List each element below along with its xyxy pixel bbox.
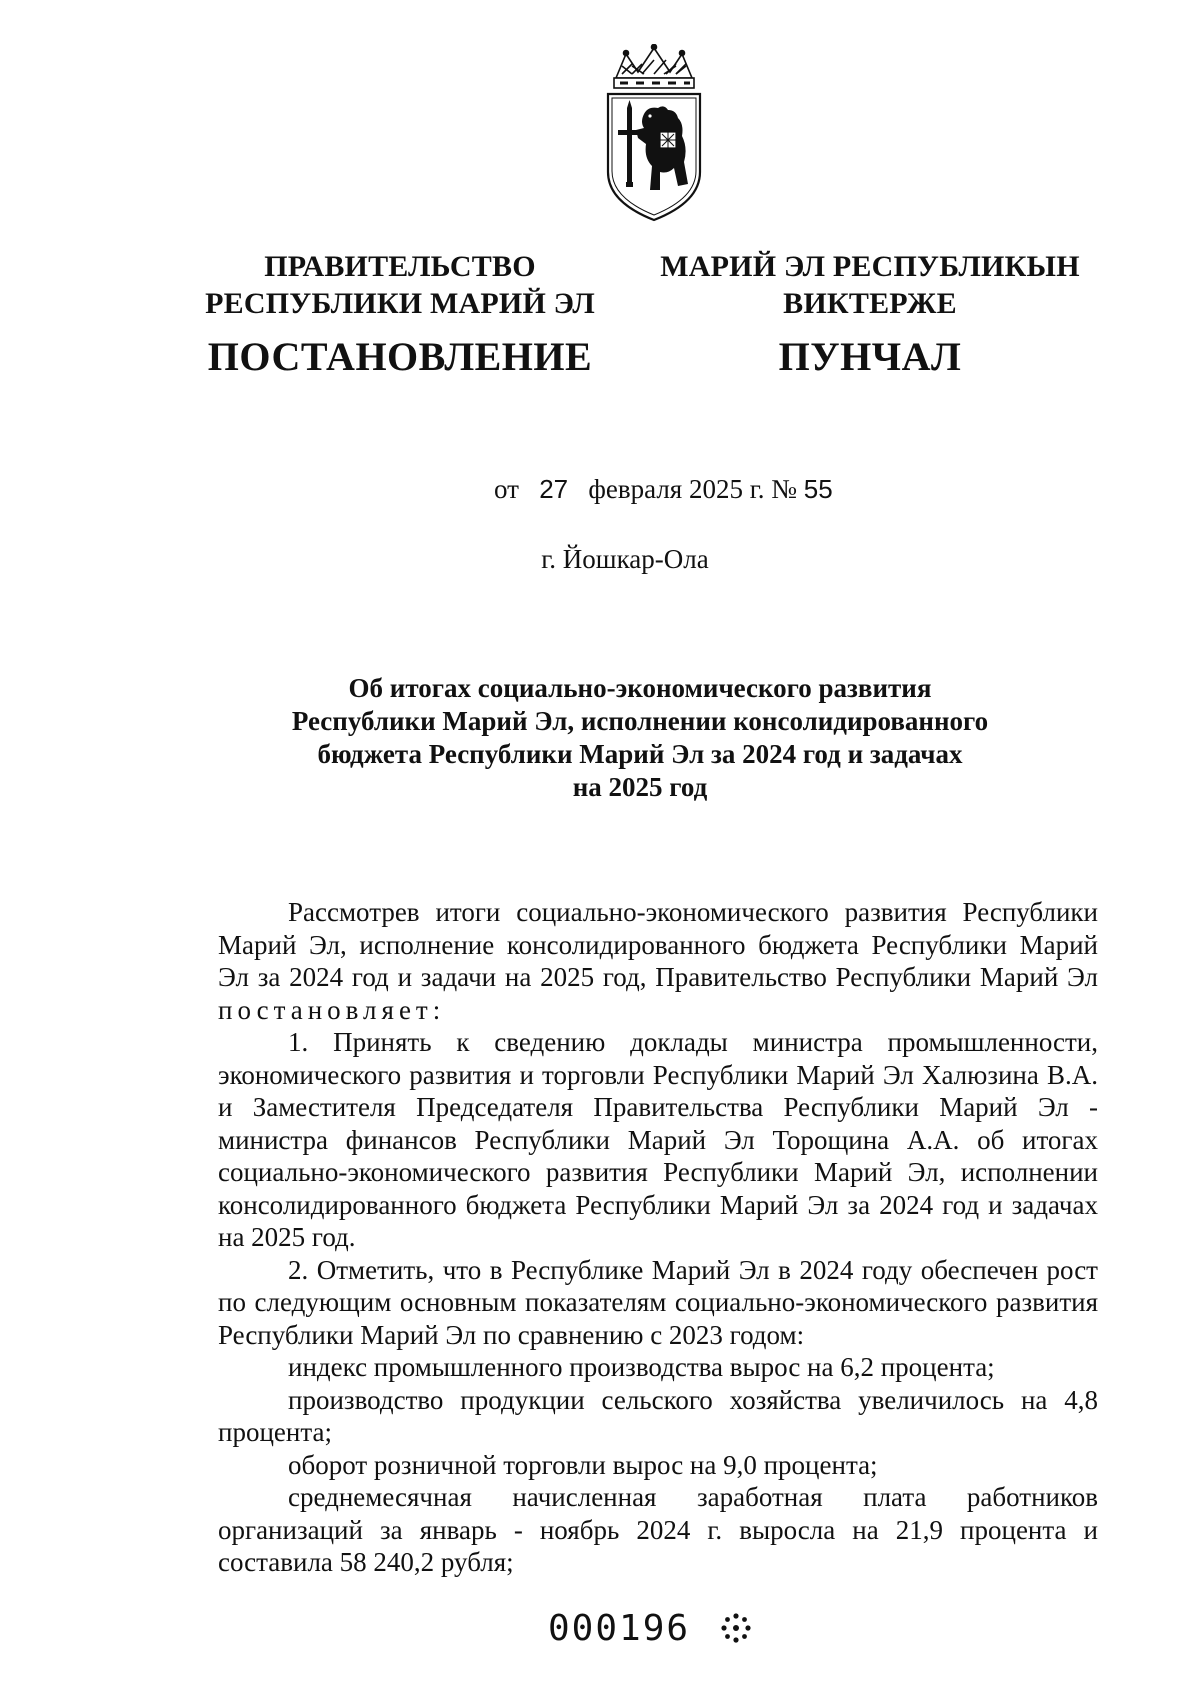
- document-type: ПОСТАНОВЛЕНИЕ: [207, 334, 593, 379]
- government-name-line1: ПРАВИТЕЛЬСТВО: [264, 250, 536, 283]
- government-name-line2: РЕСПУБЛИКИ МАРИЙ ЭЛ: [205, 287, 595, 320]
- document-type-mari: ПУНЧАЛ: [778, 334, 962, 379]
- date-day: 27: [539, 474, 569, 504]
- coat-of-arms-icon: [598, 44, 710, 224]
- document-date-line: [494, 474, 833, 505]
- header-left: [200, 248, 600, 382]
- title-line: Республики Марий Эл, исполнении консолидированного: [291, 706, 989, 736]
- title-line: на 2025 год: [572, 772, 708, 802]
- star-mark-icon: [718, 1610, 754, 1646]
- body-paragraph: индекс промышленного производства вырос на 6,2 процента;: [288, 1352, 995, 1382]
- resolves-keyword: постановляет:: [218, 994, 446, 1025]
- date-prefix: от: [494, 474, 519, 504]
- title-line: бюджета Республики Марий Эл за 2024 год и задачах: [317, 739, 963, 769]
- header-right: [660, 248, 1080, 382]
- government-name-mari-line1: МАРИЙ ЭЛ РЕСПУБЛИКЫН: [660, 250, 1080, 283]
- government-name-mari-line2: ВИКТЕРЖЕ: [783, 287, 957, 320]
- body-paragraph: 2. Отметить, что в Республике Марий Эл в 2024 году обеспечен рост по следующим основным показателям социально-экономического развития Республики Марий Эл по сравнению с 2023 годом:: [218, 1254, 1098, 1350]
- title-line: Об итогах социально-экономического развития: [348, 673, 932, 703]
- document-title: [220, 672, 1060, 804]
- body-paragraph: производство продукции сельского хозяйства увеличилось на 4,8 процента;: [218, 1384, 1098, 1447]
- date-month-year: февраля 2025 г. №: [588, 474, 798, 504]
- serial-number: 000196: [548, 1608, 691, 1649]
- body-paragraph: [218, 896, 1098, 1026]
- document-number: 55: [803, 474, 833, 504]
- body-paragraph: среднемесячная начисленная заработная плата работников организаций за январь - ноябрь 2024 г. выросла на 21,9 процента и составила 58 240,2 рубля;: [218, 1482, 1098, 1577]
- paragraph-text: Рассмотрев итоги социально-экономического развития Республики Марий Эл, исполнение консолидированного бюджета Республики Марий Эл за 2024 год и задачи на 2025 год, Правительство Республики Марий Эл: [218, 897, 1098, 992]
- city: г. Йошкар-Ола: [541, 544, 709, 574]
- document-body: [218, 896, 1098, 1579]
- body-paragraph: оборот розничной торговли вырос на 9,0 процента;: [288, 1449, 878, 1480]
- body-paragraph: 1. Принять к сведению доклады министра промышленности, экономического развития и торговли Республики Марий Эл Халюзина В.А. и Заместителя Председателя Правительства Республики Марий Эл - министра финансов Республики Марий Эл Торощина А.А. об итогах социально-экономического развития Республики Марий Эл, исполнении консолидированного бюджета Республики Марий Эл за 2024 год и задачах на 2025 год.: [218, 1027, 1098, 1252]
